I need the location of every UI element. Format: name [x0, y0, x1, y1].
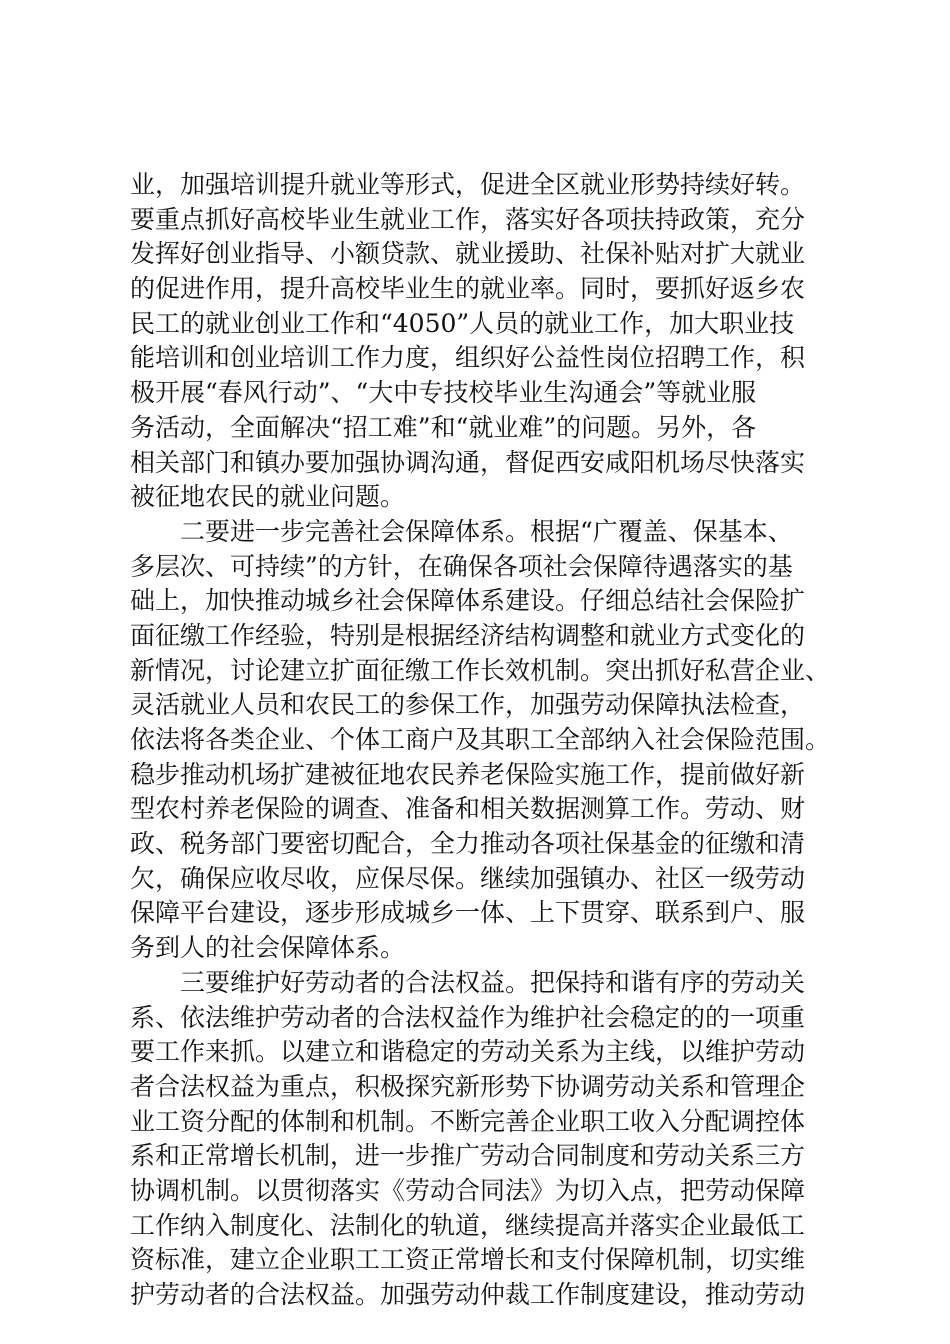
text-line: 护劳动者的合法权益。加强劳动仲裁工作制度建设，推动劳动	[130, 1280, 806, 1309]
text-line: 三要维护好劳动者的合法权益。把保持和谐有序的劳动关	[130, 967, 806, 997]
text-line: 政、税务部门要密切配合，全力推动各项社保基金的征缴和清	[130, 829, 806, 859]
text-line: 灵活就业人员和农民工的参保工作，加强劳动保障执法检查，	[130, 690, 806, 720]
text-line: 二要进一步完善社会保障体系。根据“广覆盖、保基本、	[130, 516, 793, 546]
text-line: 依法将各类企业、个体工商户及其职工全部纳入社会保险范围。	[130, 725, 831, 754]
text-line: 多层次、可持续”的方针，在确保各项社会保障待遇落实的基	[130, 551, 793, 581]
text-line: 极开展“春风行动”、“大中专技校毕业生沟通会”等就业服	[130, 378, 757, 408]
text-line: 务到人的社会保障体系。	[130, 933, 406, 963]
text-line: 协调机制。以贯彻落实《劳动合同法》为切入点，把劳动保障	[130, 1175, 806, 1205]
text-line: 要工作来抓。以建立和谐稳定的劳动关系为主线，以维护劳动	[130, 1037, 806, 1067]
text-line: 相关部门和镇办要加强协调沟通，督促西安咸阳机场尽快落实	[130, 447, 806, 477]
body-text	[130, 168, 850, 1313]
text-line: 新情况，讨论建立扩面征缴工作长效机制。突出抓好私营企业、	[130, 655, 831, 685]
text-line: 能培训和创业培训工作力度，组织好公益性岗位招聘工作，积	[130, 343, 806, 373]
text-line: 础上，加快推动城乡社会保障体系建设。仔细总结社会保险扩	[130, 586, 806, 616]
text-line: 系、依法维护劳动者的合法权益作为维护社会稳定的的一项重	[130, 1002, 806, 1032]
text-line: 稳步推动机场扩建被征地农民养老保险实施工作，提前做好新	[130, 759, 806, 789]
text-line: 民工的就业创业工作和“4050”人员的就业工作，加大职业技	[130, 308, 795, 338]
text-line: 要重点抓好高校毕业生就业工作，落实好各项扶持政策，充分	[130, 204, 806, 234]
text-line: 工作纳入制度化、法制化的轨道，继续提高并落实企业最低工	[130, 1210, 806, 1240]
text-line: 被征地农民的就业问题。	[130, 482, 406, 512]
text-line: 保障平台建设，逐步形成城乡一体、上下贯穿、联系到户、服	[130, 898, 806, 928]
text-line: 务活动，全面解决“招工难”和“就业难”的问题。另外，各	[130, 412, 757, 442]
text-line: 的促进作用，提升高校毕业生的就业率。同时，要抓好返乡农	[130, 274, 806, 304]
text-line: 系和正常增长机制，进一步推广劳动合同制度和劳动关系三方	[130, 1141, 806, 1171]
text-line: 型农村养老保险的调查、准备和相关数据测算工作。劳动、财	[130, 794, 806, 824]
text-line: 业工资分配的体制和机制。不断完善企业职工收入分配调控体	[130, 1106, 806, 1136]
text-line: 者合法权益为重点，积极探究新形势下协调劳动关系和管理企	[130, 1071, 806, 1101]
text-line: 资标准，建立企业职工工资正常增长和支付保障机制，切实维	[130, 1245, 806, 1275]
text-line: 面征缴工作经验，特别是根据经济结构调整和就业方式变化的	[130, 620, 806, 650]
text-line: 发挥好创业指导、小额贷款、就业援助、社保补贴对扩大就业	[130, 239, 806, 269]
text-line: 欠，确保应收尽收，应保尽保。继续加强镇办、社区一级劳动	[130, 863, 806, 893]
text-line: 业，加强培训提升就业等形式，促进全区就业形势持续好转。	[130, 170, 806, 199]
